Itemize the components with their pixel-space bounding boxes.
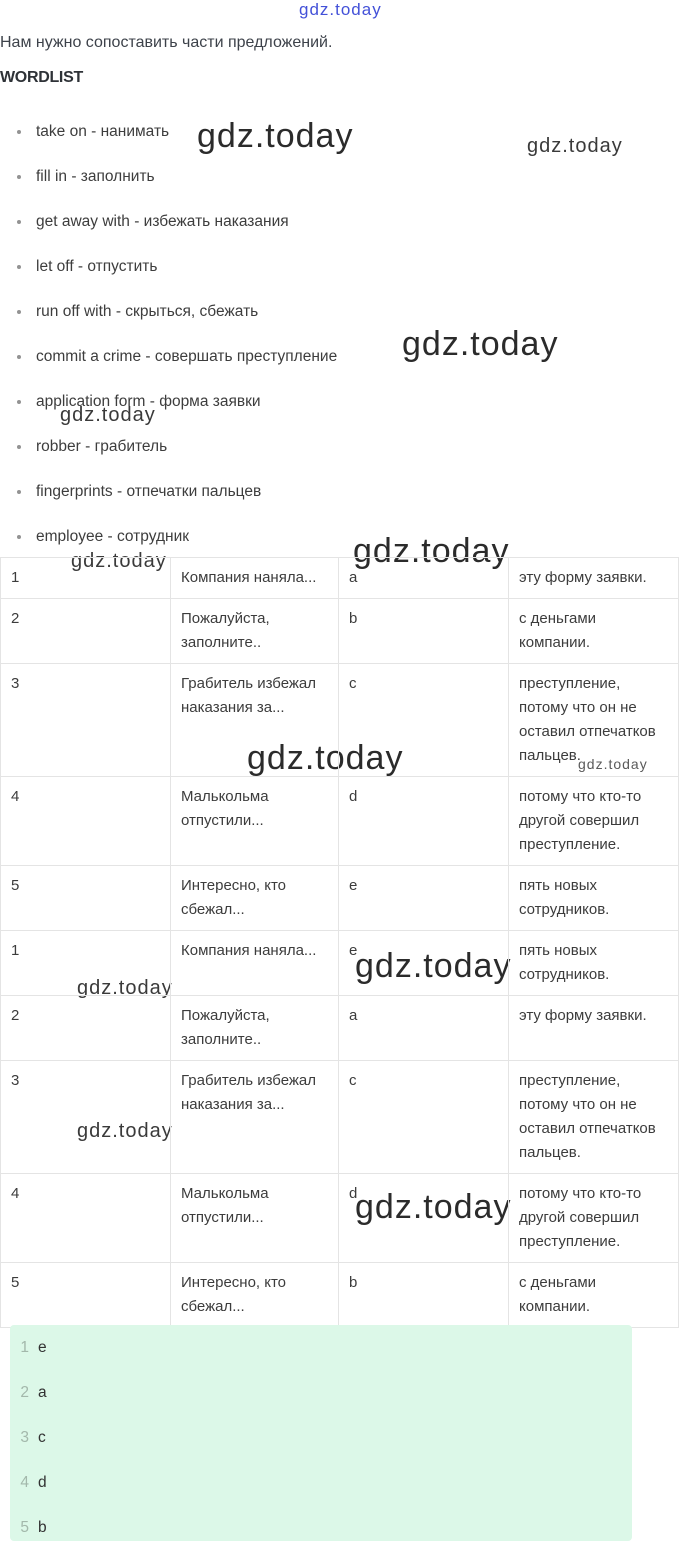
wordlist-title: WORDLIST bbox=[0, 69, 83, 86]
table-row bbox=[1, 931, 679, 996]
gdz-watermark: gdz.today bbox=[71, 550, 167, 572]
row-number-cell: 2 bbox=[1, 996, 171, 1061]
wordlist-item-label: fingerprints - отпечатки пальцев bbox=[36, 483, 262, 500]
answer-box bbox=[10, 1325, 632, 1541]
wordlist-item-label: commit a crime - совершать преступление bbox=[36, 348, 338, 365]
letter-cell: b bbox=[339, 599, 509, 664]
table-row bbox=[1, 866, 679, 931]
row-number-cell: 5 bbox=[1, 866, 171, 931]
left-phrase-cell: Малькольма отпустили... bbox=[171, 777, 339, 866]
wordlist-item bbox=[0, 161, 520, 206]
letter-cell: a bbox=[339, 996, 509, 1061]
table-row bbox=[1, 558, 679, 599]
answer-number: 5 bbox=[20, 1519, 29, 1536]
row-number-cell: 5 bbox=[1, 1263, 171, 1328]
wordlist-item-label: run off with - скрыться, сбежать bbox=[36, 303, 259, 320]
letter-cell: c bbox=[339, 1061, 509, 1174]
table-row bbox=[1, 777, 679, 866]
answer-letter: b bbox=[38, 1519, 47, 1536]
letter-cell: a bbox=[339, 558, 509, 599]
wordlist-item bbox=[0, 341, 520, 386]
left-phrase-cell: Компания наняла... bbox=[171, 558, 339, 599]
table-row bbox=[1, 1061, 679, 1174]
gdz-watermark: gdz.today bbox=[578, 756, 648, 772]
bullet-icon bbox=[17, 310, 21, 314]
row-number-cell: 1 bbox=[1, 931, 171, 996]
left-phrase-cell: Компания наняла... bbox=[171, 931, 339, 996]
right-phrase-cell: преступление, потому что он не оставил отпечатков пальцев. bbox=[509, 1061, 679, 1174]
right-phrase-cell: эту форму заявки. bbox=[509, 996, 679, 1061]
gdz-watermark: gdz.today bbox=[355, 947, 512, 985]
right-phrase-cell: потому что кто-то другой совершил преступление. bbox=[509, 777, 679, 866]
bullet-icon bbox=[17, 445, 21, 449]
wordlist-item bbox=[0, 296, 520, 341]
table-row bbox=[1, 996, 679, 1061]
gdz-watermark: gdz.today bbox=[77, 1120, 173, 1142]
task-description: Нам нужно сопоставить части предложений. bbox=[0, 34, 333, 51]
right-phrase-cell: с деньгами компании. bbox=[509, 1263, 679, 1328]
wordlist-item bbox=[0, 116, 520, 161]
wordlist-item bbox=[0, 206, 520, 251]
wordlist-item-label: fill in - заполнить bbox=[36, 168, 155, 185]
table-row bbox=[1, 1174, 679, 1263]
gdz-watermark: gdz.today bbox=[527, 135, 623, 157]
right-phrase-cell: пять новых сотрудников. bbox=[509, 931, 679, 996]
gdz-watermark: gdz.today bbox=[299, 0, 382, 19]
left-phrase-cell: Интересно, кто сбежал... bbox=[171, 1263, 339, 1328]
right-phrase-cell: эту форму заявки. bbox=[509, 558, 679, 599]
bullet-icon bbox=[17, 175, 21, 179]
left-phrase-cell: Грабитель избежал наказания за... bbox=[171, 664, 339, 777]
match-table bbox=[0, 557, 679, 1328]
bullet-icon bbox=[17, 400, 21, 404]
gdz-watermark: gdz.today bbox=[247, 739, 404, 777]
answer-number: 2 bbox=[20, 1384, 29, 1401]
row-number-cell: 4 bbox=[1, 1174, 171, 1263]
right-phrase-cell: преступление, потому что он не оставил отпечатков пальцев. bbox=[509, 664, 679, 777]
answer-row bbox=[10, 1337, 632, 1382]
gdz-watermark: gdz.today bbox=[355, 1188, 512, 1226]
wordlist-item-label: get away with - избежать наказания bbox=[36, 213, 289, 230]
left-phrase-cell: Пожалуйста, заполните.. bbox=[171, 599, 339, 664]
wordlist-item-label: take on - нанимать bbox=[36, 123, 170, 140]
gdz-watermark: gdz.today bbox=[353, 532, 510, 570]
bullet-icon bbox=[17, 535, 21, 539]
answer-row bbox=[10, 1427, 632, 1472]
wordlist-item-label: application form - форма заявки bbox=[36, 393, 261, 410]
row-number-cell: 4 bbox=[1, 777, 171, 866]
row-number-cell: 2 bbox=[1, 599, 171, 664]
letter-cell: c bbox=[339, 664, 509, 777]
wordlist-item-label: robber - грабитель bbox=[36, 438, 168, 455]
left-phrase-cell: Малькольма отпустили... bbox=[171, 1174, 339, 1263]
answer-letter: d bbox=[38, 1474, 47, 1491]
answer-letter: c bbox=[38, 1429, 46, 1446]
bullet-icon bbox=[17, 490, 21, 494]
bullet-icon bbox=[17, 220, 21, 224]
bullet-icon bbox=[17, 355, 21, 359]
letter-cell: e bbox=[339, 931, 509, 996]
right-phrase-cell: потому что кто-то другой совершил преступление. bbox=[509, 1174, 679, 1263]
wordlist-item-label: let off - отпустить bbox=[36, 258, 158, 275]
answer-number: 1 bbox=[20, 1339, 29, 1356]
bullet-icon bbox=[17, 265, 21, 269]
answer-row bbox=[10, 1472, 632, 1517]
table-row bbox=[1, 1263, 679, 1328]
answer-number: 4 bbox=[20, 1474, 29, 1491]
gdz-watermark: gdz.today bbox=[402, 325, 559, 363]
left-phrase-cell: Интересно, кто сбежал... bbox=[171, 866, 339, 931]
wordlist-item bbox=[0, 251, 520, 296]
gdz-watermark: gdz.today bbox=[77, 977, 173, 999]
gdz-watermark: gdz.today bbox=[60, 404, 156, 426]
left-phrase-cell: Пожалуйста, заполните.. bbox=[171, 996, 339, 1061]
answer-row bbox=[10, 1382, 632, 1427]
answer-number: 3 bbox=[20, 1429, 29, 1446]
right-phrase-cell: с деньгами компании. bbox=[509, 599, 679, 664]
table-row bbox=[1, 664, 679, 777]
row-number-cell: 3 bbox=[1, 1061, 171, 1174]
letter-cell: e bbox=[339, 866, 509, 931]
wordlist bbox=[0, 116, 520, 566]
bullet-icon bbox=[17, 130, 21, 134]
letter-cell: b bbox=[339, 1263, 509, 1328]
row-number-cell: 1 bbox=[1, 558, 171, 599]
letter-cell: d bbox=[339, 1174, 509, 1263]
right-phrase-cell: пять новых сотрудников. bbox=[509, 866, 679, 931]
wordlist-item bbox=[0, 476, 520, 521]
wordlist-item-label: employee - сотрудник bbox=[36, 528, 190, 545]
left-phrase-cell: Грабитель избежал наказания за... bbox=[171, 1061, 339, 1174]
gdz-watermark: gdz.today bbox=[197, 117, 354, 155]
row-number-cell: 3 bbox=[1, 664, 171, 777]
wordlist-item bbox=[0, 386, 520, 431]
wordlist-item bbox=[0, 431, 520, 476]
answer-row bbox=[10, 1517, 632, 1562]
table-row bbox=[1, 599, 679, 664]
letter-cell: d bbox=[339, 777, 509, 866]
answer-letter: a bbox=[38, 1384, 47, 1401]
answer-letter: e bbox=[38, 1339, 47, 1356]
